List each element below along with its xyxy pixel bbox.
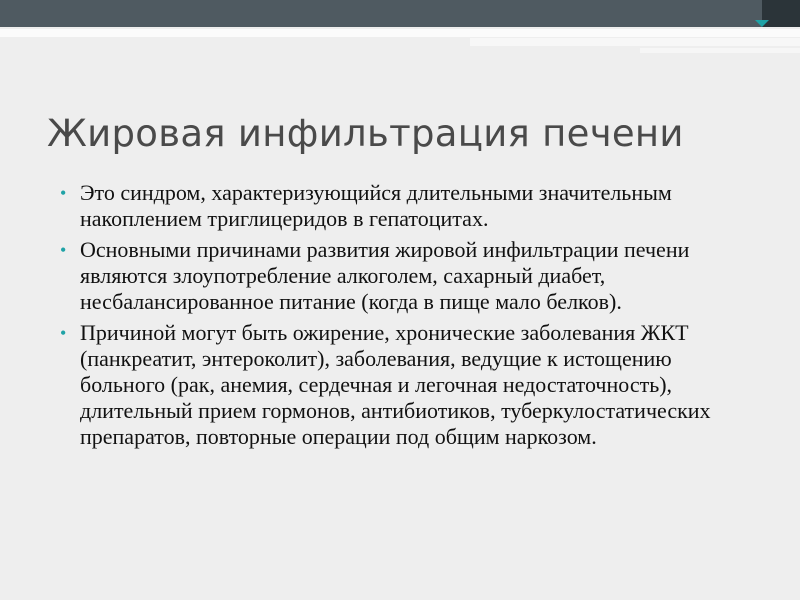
bullet-item	[58, 180, 758, 232]
bullet-item	[58, 320, 758, 450]
bullet-marker: •	[60, 240, 67, 260]
bullet-marker: •	[60, 183, 67, 203]
bullet-list	[58, 180, 758, 455]
bullet-item	[58, 237, 758, 315]
bullet-marker: •	[60, 323, 67, 343]
decorative-line	[0, 29, 800, 37]
decorative-line	[470, 38, 800, 46]
header-band	[0, 0, 800, 27]
slide-title: Жировая инфильтрация печени	[47, 112, 684, 155]
decorative-line	[640, 48, 800, 53]
bullet-text: Основными причинами развития жировой инфильтрации печени являются злоупотребление алкоголем, сахарный диабет, несбалансированное питание (когда в пище мало белков).	[80, 237, 690, 314]
bullet-text: Причиной могут быть ожирение, хронические заболевания ЖКТ (панкреатит, энтероколит), заболевания, ведущие к истощению больного (рак, анемия, сердечная и легочная недостаточность), длительный прием гормонов, антибиотиков, туберкулостатических препаратов, повторные операции под общим наркозом.	[80, 320, 711, 449]
header-accent-notch	[755, 20, 769, 27]
bullet-text: Это синдром, характеризующийся длительными значительным накоплением триглицеридов в гепатоцитах.	[80, 180, 672, 231]
